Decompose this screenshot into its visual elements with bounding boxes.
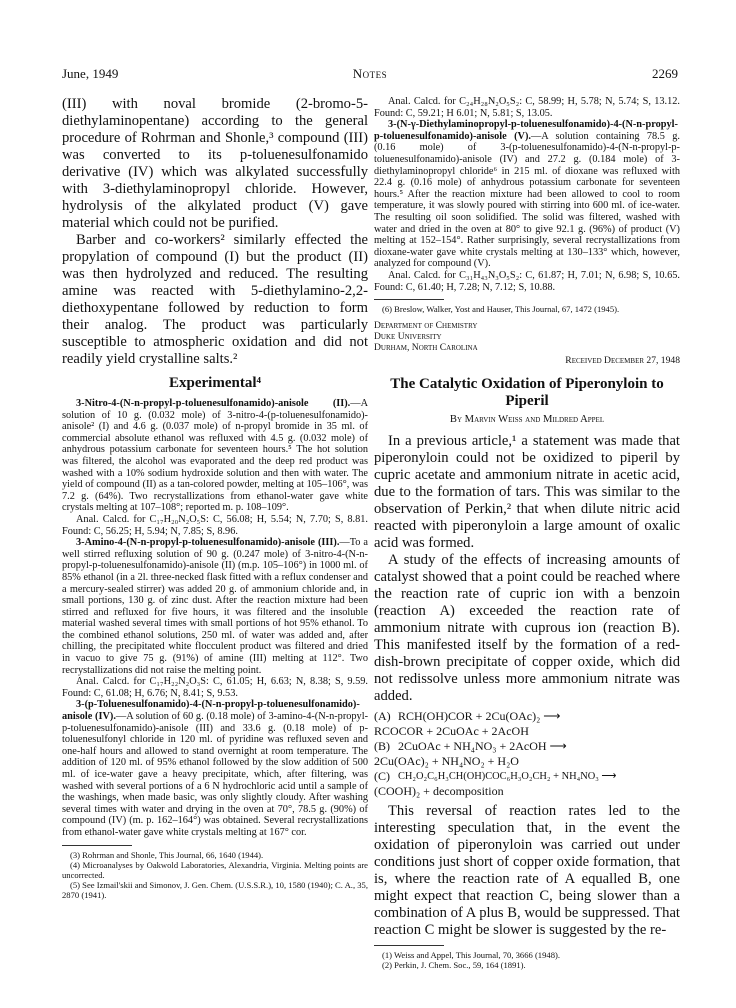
analysis-compound-iii: Anal. Calcd. for C₁₇H₂₂N₂O₃S: C, 61.05; H, 6.63; N, 8.38; S, 9.59. Found: C, 61.08; H, 6.76; N, 8.41; S, 9.53. xyxy=(62,676,368,699)
footnote-rule xyxy=(374,299,444,300)
affiliation-department: Department of Chemistry xyxy=(374,320,478,332)
equation-c-products: (COOH)₂ + decomposition xyxy=(374,784,504,799)
right-column xyxy=(374,96,680,986)
procedure-title: 3-(N-γ-Diethylaminopropyl-p-toluenesulfonamido)-4-(N-n-propyl-p-toluenesulfonamido)-anisole (V). xyxy=(374,119,678,142)
footnote-3: (3) Rohrman and Shonle, This Journal, 66, 1640 (1944). xyxy=(70,849,264,860)
left-column xyxy=(62,96,368,986)
affiliation-university: Duke University xyxy=(374,331,442,343)
equation-a xyxy=(374,709,680,724)
equation-c xyxy=(374,769,680,784)
analysis-compound-v: Anal. Calcd. for C₃₁H₄₃N₃O₅S₂: C, 61.87; H, 7.01; N, 6.98; S, 10.65. Found: C, 61.40; H, 7.28; N, 7.12; S, 10.88. xyxy=(374,269,680,293)
equation-label: (A) xyxy=(374,709,391,724)
procedure-title: 3-Nitro-4-(N-n-propyl-p-toluenesulfonamido)-anisole (II). xyxy=(76,398,351,409)
analysis-compound-ii: Anal. Calcd. for C₁₇H₂₀N₂O₅S: C, 56.08; H, 5.54; N, 7.70; S, 8.81. Found: C, 56.25; H, 5.94; N, 7.85; S, 8.96. xyxy=(62,513,368,537)
header-date: June, 1949 xyxy=(62,66,119,81)
running-header xyxy=(62,66,678,82)
equation-line: 2CuOAc + NH₄NO₃ + 2AcOH ⟶ xyxy=(398,739,567,754)
article-paragraph-1: In a previous article,¹ a statement was made that piperonyloin could not be oxidized to piperil by cupric acetate and ammonium nitrate in acetic acid, due to the formation of tars. This was similar to the observation of Perkin,² that when dilute nitric acid reacted with piperonyloin a large amount of oxalic acid was formed. xyxy=(374,433,680,552)
equation-label: (B) xyxy=(374,739,390,754)
intro-paragraph-barber: Barber and co-workers² similarly effected the propylation of compound (I) but the product (II) was then hydrolyzed and reduced. The resulting amine was reacted with 5-diethylamino-2,2-diethoxypentane followed by reduction to form their analog. The product was particularly susceptible to atmospheric oxidation and did not readily yield crystalline salts.² xyxy=(62,232,368,367)
intro-paragraph-continued: (III) with noval bromide (2-bromo-5-diethylaminopentane) according to the general procedure of Rohrman and Shonle,³ compound (III) was converted to its p-toluenesulfonamido derivative (IV) which was alkylated successfully with 3-diethylaminopropyl chloride. However, hydrolysis of the alkylated product (V) gave material which could not be purified. xyxy=(62,96,368,231)
footnote-4: (4) Microanalyses by Oakwold Laboratories, Alexandria, Virginia. Melting points are uncorrected. xyxy=(62,859,368,880)
equation-b-products: 2Cu(OAc)₂ + NH₄NO₂ + H₂O xyxy=(374,754,519,769)
footnote-rule xyxy=(374,945,444,946)
footnote-rule xyxy=(62,845,132,846)
procedure-text: —A solution containing 78.5 g. (0.16 mole) of 3-(p-toluenesulfonamido)-4-(N-n-propyl-p-toluenesulfonamido)-anisole (IV) and 27.2 g. (0.184 mole) of 3-diethylaminopropyl chloride⁶ in 215 ml. of dioxane was refluxed with 22.4 g. (0.16 mole) of anhydrous potassium carbonate for seventeen hours.⁵ After the reaction mixture had been allowed to cool to room temperature, it was slowly poured with stirring into 600 ml. of ice-water. The resulting oil soon solidified. The solid was filtered, washed with water and dried in the oven at 80° to give 92.1 g. (96%) of product (V) melting at 152–154°. Rather surprisingly, several recrystallizations from dioxane-water gave white crystals melting at 130–133° which, however, analyzed for compound (V). xyxy=(374,130,680,270)
affiliation xyxy=(374,320,680,353)
analysis-compound-iv: Anal. Calcd. for C₂₄H₂₈N₂O₅S₂: C, 58.99; H, 5.78; N, 5.74; S, 13.12. Found: C, 59.21; H 6.01; N, 5.81; S, 13.05. xyxy=(374,96,680,119)
reaction-equations xyxy=(374,709,680,799)
equation-line: CH₂O₂C₆H₃CH(OH)COC₆H₃O₂CH₂ + NH₄NO₃ ⟶ xyxy=(398,771,617,783)
article-title: The Catalytic Oxidation of Piperonyloin to Piperil xyxy=(390,376,664,410)
equation-a-products: RCOCOR + 2CuOAc + 2AcOH xyxy=(374,724,529,739)
footnote-1: (1) Weiss and Appel, This Journal, 70, 3666 (1948). xyxy=(382,950,561,961)
procedure-compound-v xyxy=(374,119,680,270)
equation-b xyxy=(374,739,680,754)
header-section: Notes xyxy=(352,66,388,81)
procedure-text: —A solution of 60 g. (0.18 mole) of 3-amino-4-(N-n-propyl-p-toluenesulfonamido)-anisole (III) and 33.6 g. (0.18 mole) of p-toluenesulfonyl chloride in 120 ml. of pyridine was refluxed seven and one-half hours and allowed to stand overnight at room temperature. The addition of 120 ml. of 95% ethanol followed by the slow addition of 500 ml. of ice-water gave a heavy precipitate, which, after filtering, was washed with several portions of a 6 N hydrochloric acid until a sample of the washings, when made basic, was only slightly cloudy. After washing several times with water and drying in the oven at 70°, 78.5 g. (90%) of compound (IV) (m. p. 162–164°) was obtained. Several recrystallizations from ethanol-water gave white crystals melting at 167° cor. xyxy=(62,711,368,838)
procedure-compound-ii xyxy=(62,398,368,514)
procedure-compound-iii xyxy=(62,537,368,676)
footnote-6: (6) Breslow, Walker, Yost and Hauser, This Journal, 67, 1472 (1945). xyxy=(382,304,620,315)
header-page-number: 2269 xyxy=(652,66,678,81)
procedure-compound-iv xyxy=(62,699,368,838)
article-paragraph-2: A study of the effects of increasing amounts of catalyst showed that a point could be reached where the reaction rate of cupric ion with a benzoin (reaction A) exceeded the reaction rate of ammonium nitrate with cuprous ion (reaction B). This manifested itself by the formation of a red-dish-brown precipitate of copper oxide, which did not redissolve unless more ammonium nitrate was added. xyxy=(374,552,680,705)
procedure-title: 3-Amino-4-(N-n-propyl-p-toluenesulfonamido)-anisole (III). xyxy=(76,537,340,549)
procedure-text: —To a well stirred refluxing solution of 90 g. (0.247 mole) of 3-nitro-4-(N-n-propyl-p-toluenesulfonamido)-anisole (II) (m.p. 105–106°) in 1000 ml. of 85% ethanol (in a 2l. three-necked flask fitted with a reflux condenser and a mercury-sealed stirrer) was added 20 g. of ammonium chloride and, in small portions, 130 g. of zinc dust. After the reaction mixture had been stirred and refluxed for five hours, it was filtered and the insoluble material washed several times with small portions of hot 95% ethanol. To the combined ethanol solutions, 250 ml. of water was added and, after chilling, the precipitated white flocculent product was filtered and dried in vacuo to give 75 g. (91%) of amine (III) melting at 112°. Two recrystallizations did not raise the melting point. xyxy=(62,537,368,676)
article-authors: By Marvin Weiss and Mildred Appel xyxy=(449,414,605,426)
equation-line: RCH(OH)COR + 2Cu(OAc)₂ ⟶ xyxy=(398,709,561,724)
experimental-heading: Experimental⁴ xyxy=(169,375,261,391)
affiliation-city: Durham, North Carolina xyxy=(374,342,478,354)
article-paragraph-3: This reversal of reaction rates led to the interesting speculation that, in the event the oxidation of piperonyloin was carried out under conditions just short of copper oxide formation, that is, where the reaction rate of A equalled B, one might expect that reaction C, being slower than a combination of A plus B, would be suppressed. That reaction C might be slower is suggested by the re- xyxy=(374,803,680,939)
procedure-text: —A solution of 10 g. (0.032 mole) of 3-nitro-4-(p-toluenesulfonamido)-anisole² (I) and 4.6 g. (0.037 mole) of n-propyl bromide in 35 ml. of commercial absolute ethanol was refluxed with 4.5 g. (0.032 mole) of anhydrous potassium carbonate for seventeen hours.⁵ The hot solution was filtered, the alcohol was evaporated and the deep red product was washed with a 10% sodium hydroxide solution and then with water. The yield of compound (II) as a tan-colored powder, melting at 105–106°, was 7.2 g. (64%). Two recrystallizations from ethanol-water gave white crystals melting at 107–108°; reported m. p. 108–109°. xyxy=(62,398,368,514)
procedure-title: 3-(p-Toluenesulfonamido)-4-(N-n-propyl-p-toluenesulfonamido)-anisole (IV). xyxy=(62,699,360,723)
received-date: Received December 27, 1948 xyxy=(565,355,680,367)
equation-label: (C) xyxy=(374,769,390,784)
footnote-2: (2) Perkin, J. Chem. Soc., 59, 164 (1891). xyxy=(382,960,526,971)
footnote-5: (5) See Izmail'skii and Simonov, J. Gen. Chem. (U.S.S.R.), 10, 1580 (1940); C. A., 35, 2870 (1941). xyxy=(62,879,368,900)
